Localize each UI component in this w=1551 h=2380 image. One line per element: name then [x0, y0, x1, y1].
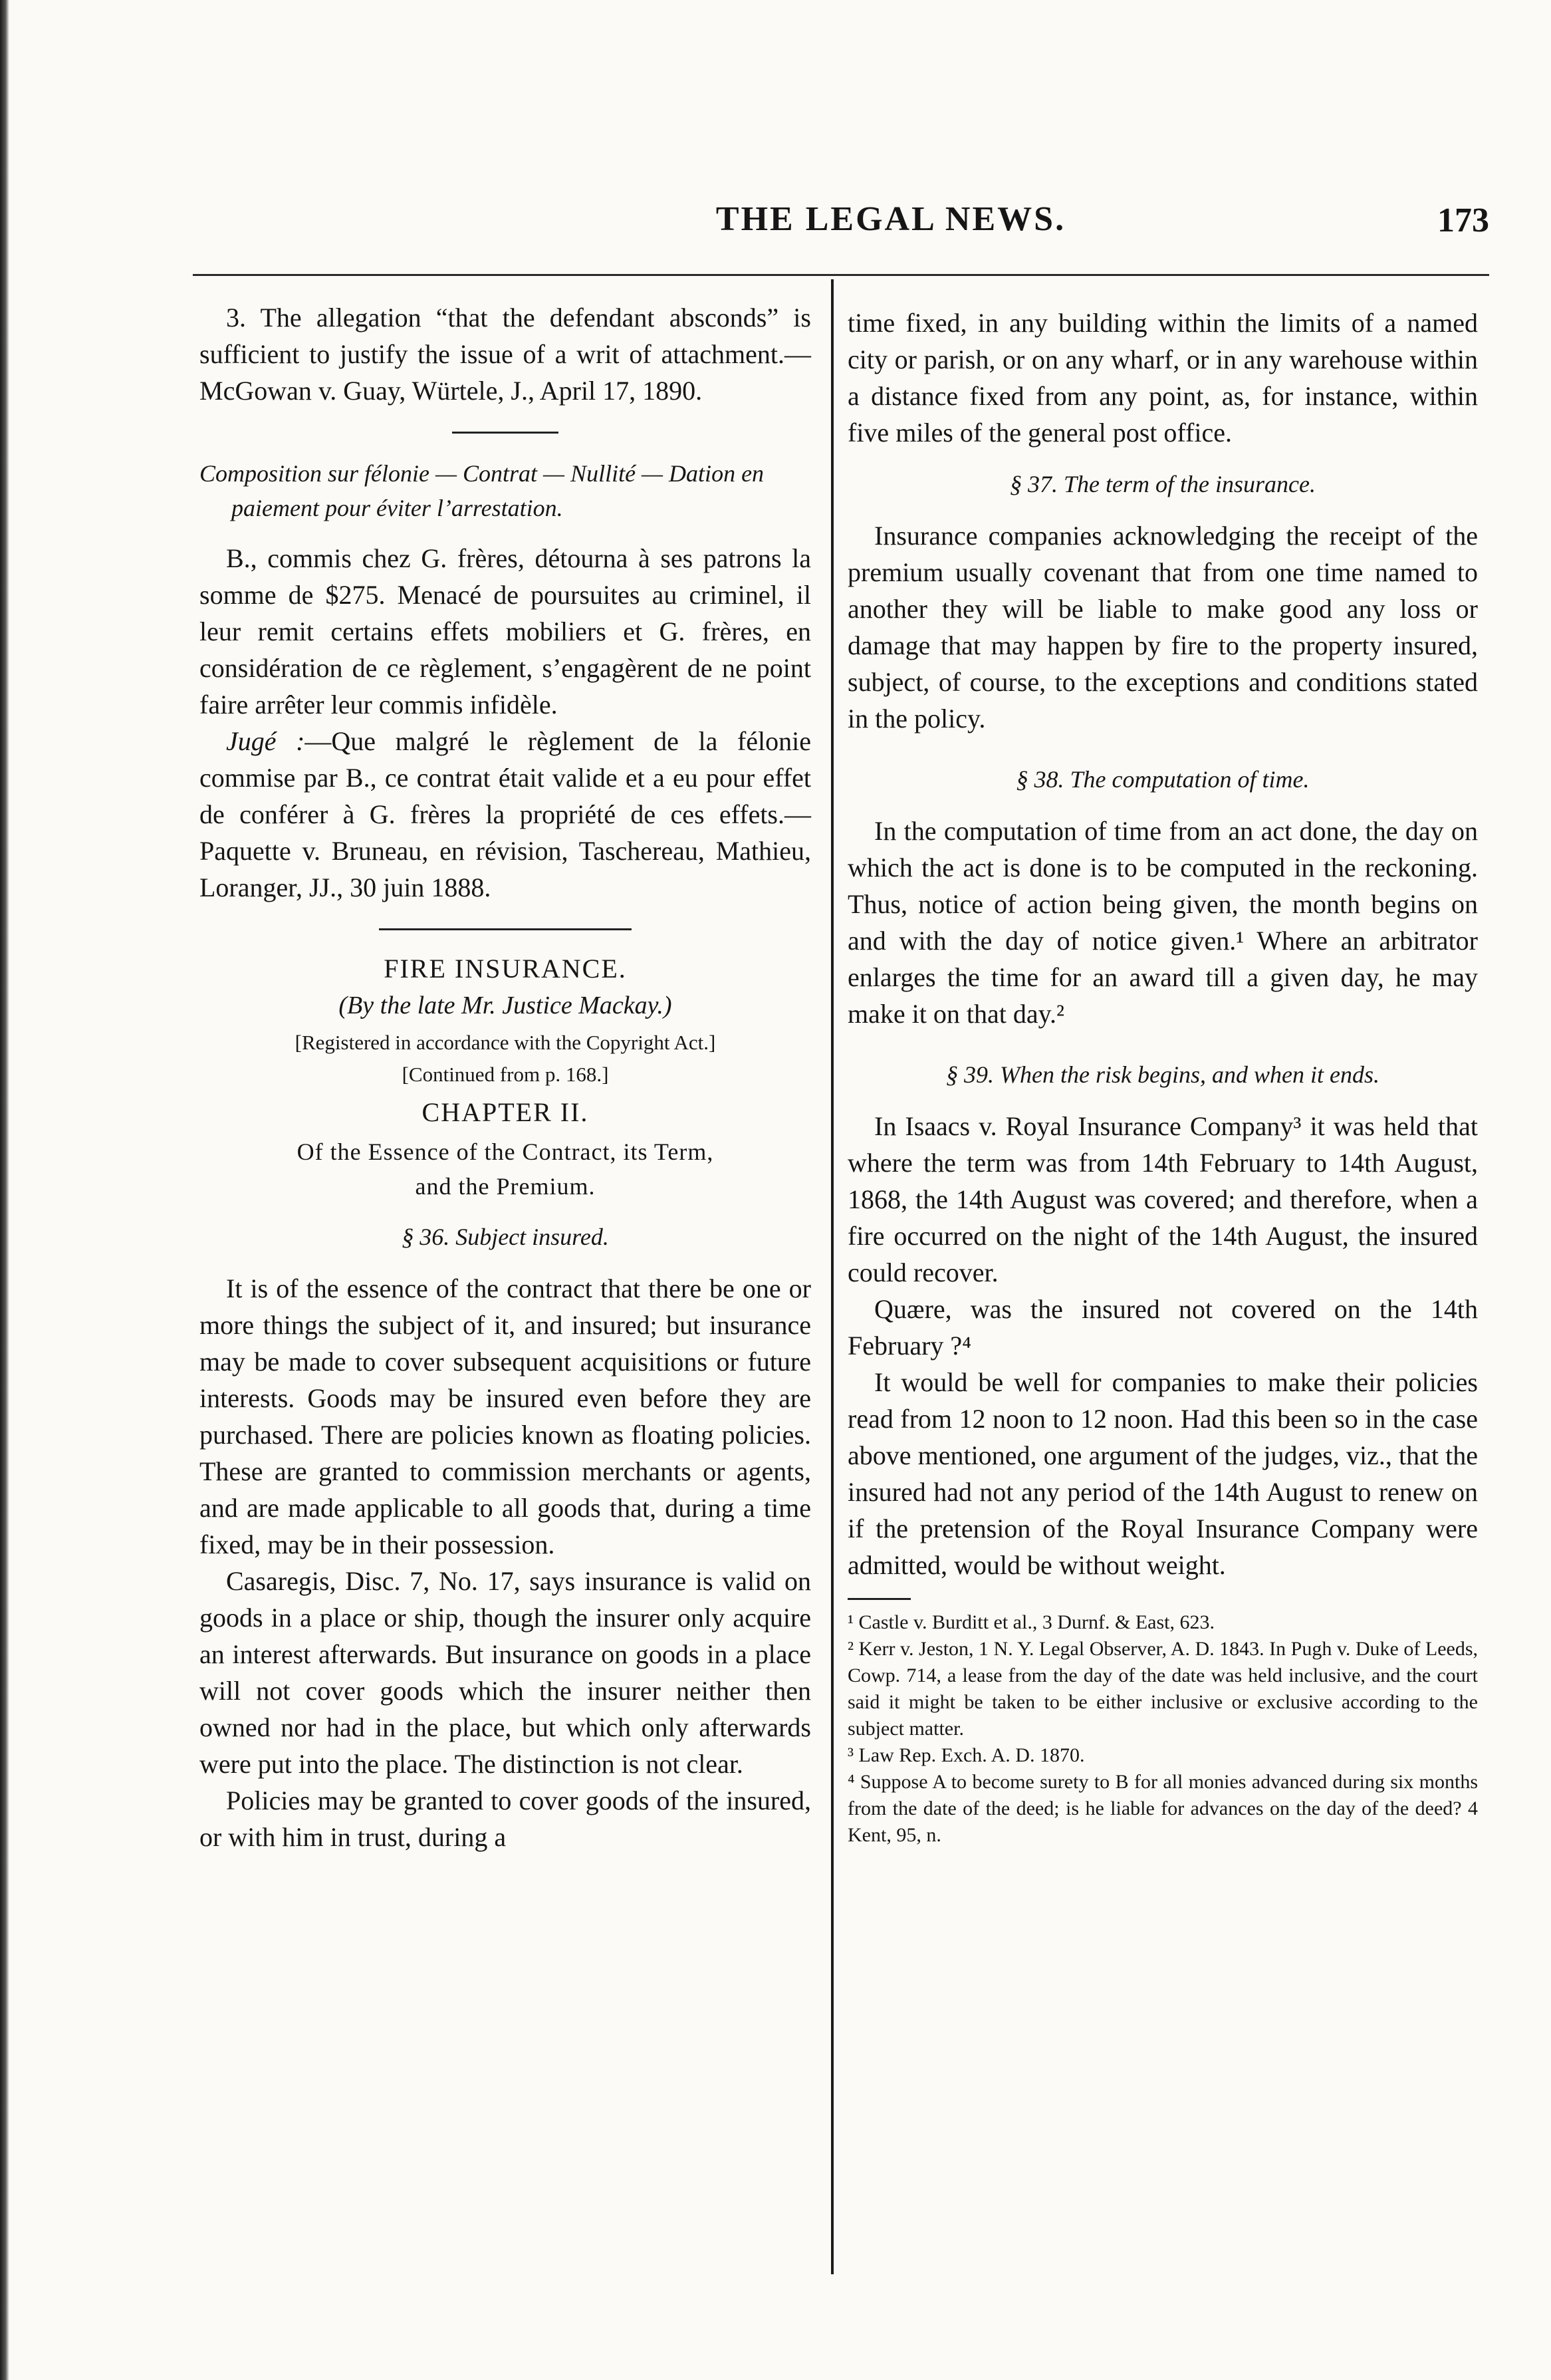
section-38-heading: § 38. The computation of time. [1016, 766, 1310, 793]
footnote-4: ⁴ Suppose A to become surety to B for all monies advanced during six months from the date of the deed; is he liable for advances on the day of the deed? 4 Kent, 95, n. [848, 1771, 1478, 1846]
section-rule [452, 432, 558, 434]
case-judgment-text: —Que malgré le règlement de la félonie commise par B., ce contrat était valide et a eu pour effet de conférer à G. frères la propriété de ces effets.—Paquette v. Bruneau, en révision, Taschereau, Mathieu, Loranger, JJ., 30 juin 1888. [199, 726, 811, 902]
section-38-paragraph: In the computation of time from an act done, the day on which the act is done is to be computed in the reckoning. Thus, notice of action being given, the month begins on and with the day of notice given.¹ Where an arbitrator enlarges the time for an award till a given day, he may make it on that day.² [848, 816, 1478, 1029]
page-number: 173 [1437, 201, 1489, 239]
footnote-2: ² Kerr v. Jeston, 1 N. Y. Legal Observer, A. D. 1843. In Pugh v. Duke of Leeds, Cowp. 714, a lease from the day of the date was held inclusive, and the court said it might be taken to be either inclusive or exclusive according to the subject matter. [848, 1638, 1478, 1740]
case-judgment-paragraph [199, 723, 811, 906]
continued-notice: [Continued from p. 168.] [402, 1063, 609, 1086]
continued-paragraph: time fixed, in any building within the limits of a named city or parish, or on any wharf, or in any warehouse within a distance fixed from any point, as, for instance, within five miles of the general post office. [848, 308, 1478, 448]
left-column [199, 299, 811, 1855]
section-39-paragraph-3: It would be well for companies to make their policies read from 12 noon to 12 noon. Had this been so in the case above mentioned, one argument of the judges, viz., that the insured had not any period of the 14th August to renew on if the pretension of the Royal Insurance Company were admitted, would be without weight. [848, 1367, 1478, 1580]
item-3-paragraph: 3. The allegation “that the defendant absconds” is sufficient to justify the issue of a writ of attachment.—McGowan v. Guay, Würtele, J., April 17, 1890. [199, 303, 811, 406]
chapter-subtitle-line1: Of the Essence of the Contract, its Term, [297, 1138, 714, 1165]
page-binding-edge [0, 0, 9, 2380]
fire-insurance-author: (By the late Mr. Justice Mackay.) [338, 992, 672, 1019]
footnote-1: ¹ Castle v. Burditt et al., 3 Durnf. & East, 623. [848, 1611, 1215, 1633]
section-37-heading: § 37. The term of the insurance. [1010, 471, 1316, 497]
page-header-title: THE LEGAL NEWS. [715, 200, 1066, 238]
copyright-notice: [Registered in accordance with the Copyright Act.] [295, 1031, 716, 1054]
column-divider [831, 279, 834, 2274]
case-paragraph: B., commis chez G. frères, détourna à ses patrons la somme de $275. Menacé de poursuites au criminel, il leur remit certains effets mobiliers et G. frères, en considération de ce règlement, s’engagèrent de ne point faire arrêter leur commis infidèle. [199, 543, 811, 720]
header-rule [193, 274, 1489, 276]
chapter-title: CHAPTER II. [421, 1097, 589, 1127]
right-column [848, 305, 1478, 1849]
case-heading: Composition sur félonie — Contrat — Nullité — Dation en paiement pour éviter l’arrestation. [199, 460, 765, 521]
footnote-3: ³ Law Rep. Exch. A. D. 1870. [848, 1744, 1085, 1766]
section-39-heading: § 39. When the risk begins, and when it ends. [946, 1061, 1379, 1088]
chapter-subtitle-line2: and the Premium. [415, 1173, 596, 1200]
footnote-rule [848, 1598, 911, 1600]
section-36-paragraph-1: It is of the essence of the contract that there be one or more things the subject of it, and insured; but insurance may be made to cover subsequent acquisitions or future interests. Goods may be insured even before they are purchased. There are policies known as floating policies. These are granted to commission merchants or agents, and are made applicable to all goods that, during a time fixed, may be in their possession. [199, 1273, 811, 1559]
section-37-paragraph: Insurance companies acknowledging the receipt of the premium usually covenant that from one time named to another they will be liable to make good any loss or damage that may happen by fire to the property insured, subject, of course, to the exceptions and conditions stated in the policy. [848, 521, 1478, 733]
section-39-paragraph-2: Quære, was the insured not covered on the 14th February ?⁴ [848, 1294, 1478, 1361]
section-rule [379, 928, 632, 930]
case-judgment-lead: Jugé : [226, 726, 305, 756]
fire-insurance-title: FIRE INSURANCE. [384, 954, 627, 984]
section-36-heading: § 36. Subject insured. [402, 1224, 609, 1250]
section-36-paragraph-3: Policies may be granted to cover goods of the insured, or with him in trust, during a [199, 1785, 811, 1852]
section-36-paragraph-2: Casaregis, Disc. 7, No. 17, says insurance is valid on goods in a place or ship, though the insurer only acquire an interest afterwards. But insurance on goods in a place will not cover goods which the insurer neither then owned nor had in the place, but which only afterwards were put into the place. The distinction is not clear. [199, 1566, 811, 1779]
section-39-paragraph-1: In Isaacs v. Royal Insurance Company³ it was held that where the term was from 14th February to 14th August, 1868, the 14th August was covered; and therefore, when a fire occurred on the night of the 14th August, the insured could recover. [848, 1111, 1478, 1287]
